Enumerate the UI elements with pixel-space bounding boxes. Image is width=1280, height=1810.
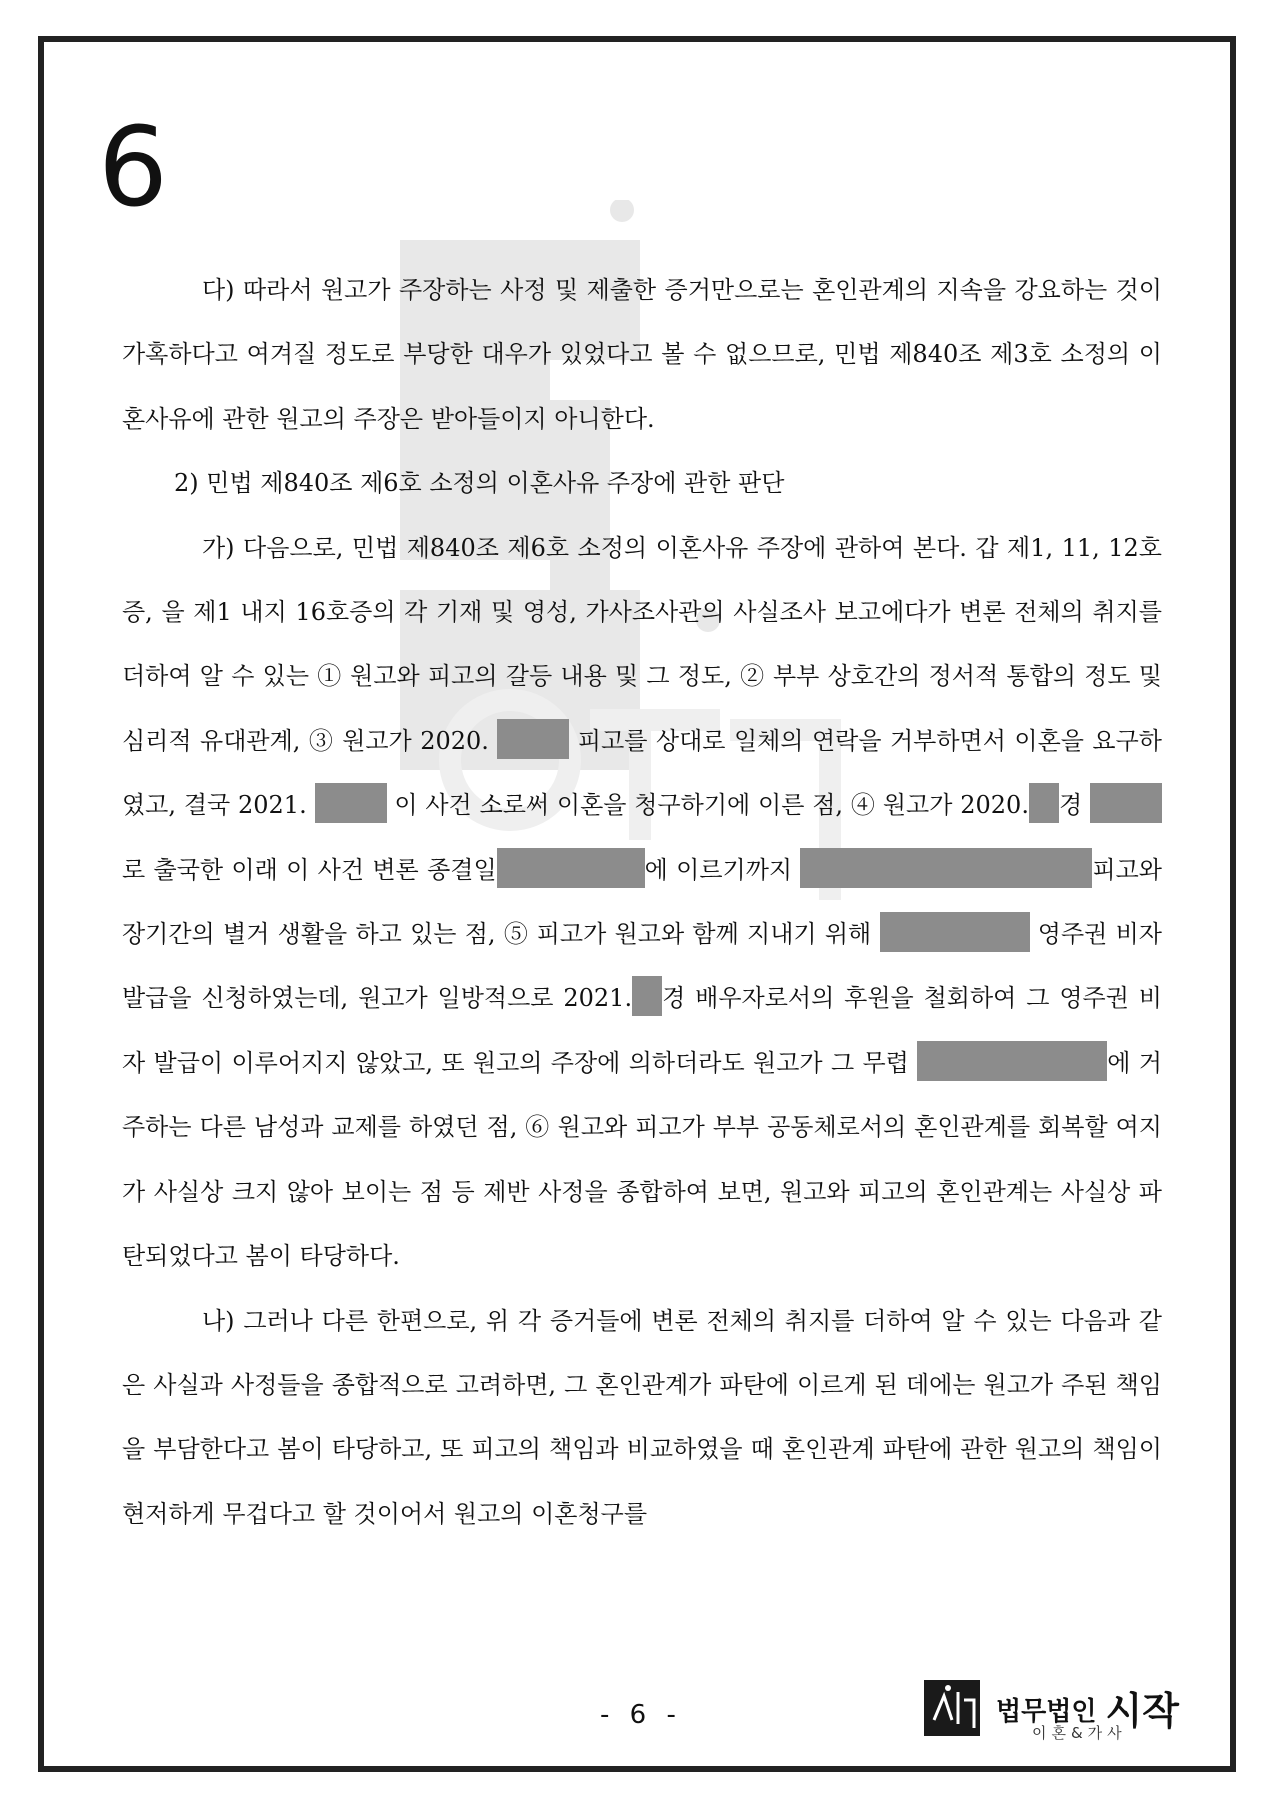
page-marker: 6 [98,103,168,231]
redaction-box [1029,783,1059,823]
paragraph-ga [122,516,1162,1289]
heading-section-2: 2) 민법 제840조 제6호 소정의 이혼사유 주장에 관한 판단 [174,469,785,498]
redaction-box [880,912,1030,952]
document-body [122,258,1162,1546]
redaction-box [632,976,662,1016]
text-segment: 에 이르기까지 [644,855,793,884]
redaction-box [497,719,569,759]
firm-logo-mark-icon [924,1680,980,1736]
text-segment: 피고와 장기간의 별거 생활을 하고 있는 점, ⑤ 피고가 원고와 함께 지내기 위해 [122,855,1162,949]
firm-subtitle: 이혼&가사 [1032,1724,1127,1742]
paragraph-na: 나) 그러나 다른 한편으로, 위 각 증거들에 변론 전체의 취지를 더하여 알 수 있는 다음과 같은 사실과 사정들을 종합적으로 고려하면, 그 혼인관계가 파탄에 이르게 된 데에는 원고가 주된 책임을 부담한다고 봄이 타당하고, 또 피고의 책임과 비교하였을 때 혼인관계 파탄에 관한 원고의 책임이 현저하게 무겁다고 할 것이어서 원고의 이혼청구를 [122,1306,1162,1528]
text-segment: 피고를 상대로 일체의 연락을 거부하면서 이혼을 요구하였고, 결국 2021. [122,726,1162,820]
redaction-box [800,848,1092,888]
redaction-box [917,1041,1107,1081]
text-segment: 로 출국한 이래 이 사건 변론 종결일 [122,855,497,884]
firm-logo [924,1680,1214,1740]
text-segment: 경 [1058,791,1083,820]
text-segment: 에 거주하는 다른 남성과 교제를 하였던 점, ⑥ 원고와 피고가 부부 공동체로서의 혼인관계를 회복할 여지가 사실상 크지 않아 보이는 점 등 제반 사정을 종합하여 보면, 원고와 피고의 혼인관계는 사실상 파탄되었다고 봄이 타당하다. [122,1048,1162,1271]
redaction-box [497,848,645,888]
text-segment: 경 배우자로서의 후원을 철회하여 그 영주권 비자 발급이 이루어지지 않았고, 또 원고의 주장에 의하더라도 원고가 그 무렵 [122,984,1162,1077]
text-segment: 영주권 비자 발급을 신청하였는데, 원고가 일방적으로 2021. [122,920,1162,1013]
redaction-box [1090,783,1162,823]
text-segment: 가) 다음으로, 민법 제840조 제6호 소정의 이혼사유 주장에 관하여 본다. 갑 제1, 11, 12호증, 을 제1 내지 16호증의 각 기재 및 영성, 가사조사관의 사실조사 보고에다가 변론 전체의 취지를 더하여 알 수 있는 ① 원고와 피고의 갈등 내용 및 그 정도, ② 부부 상호간의 정서적 통합의 정도 및 심리적 유대관계, ③ 원고가 2020. [122,533,1162,755]
paragraph-da: 다) 따라서 원고가 주장하는 사정 및 제출한 증거만으로는 혼인관계의 지속을 강요하는 것이 가혹하다고 여겨질 정도로 부당한 대우가 있었다고 볼 수 없으므로, 민법 제840조 제3호 소정의 이혼사유에 관한 원고의 주장은 받아들이지 아니한다. [122,276,1162,433]
footer-page-number: - 6 - [600,1700,682,1730]
firm-prefix: 법무법인 [996,1697,1097,1727]
firm-brand: 시작 [1105,1689,1179,1733]
text-segment: 이 사건 소로써 이혼을 청구하기에 이른 점, ④ 원고가 2020. [394,791,1029,820]
redaction-box [315,783,387,823]
